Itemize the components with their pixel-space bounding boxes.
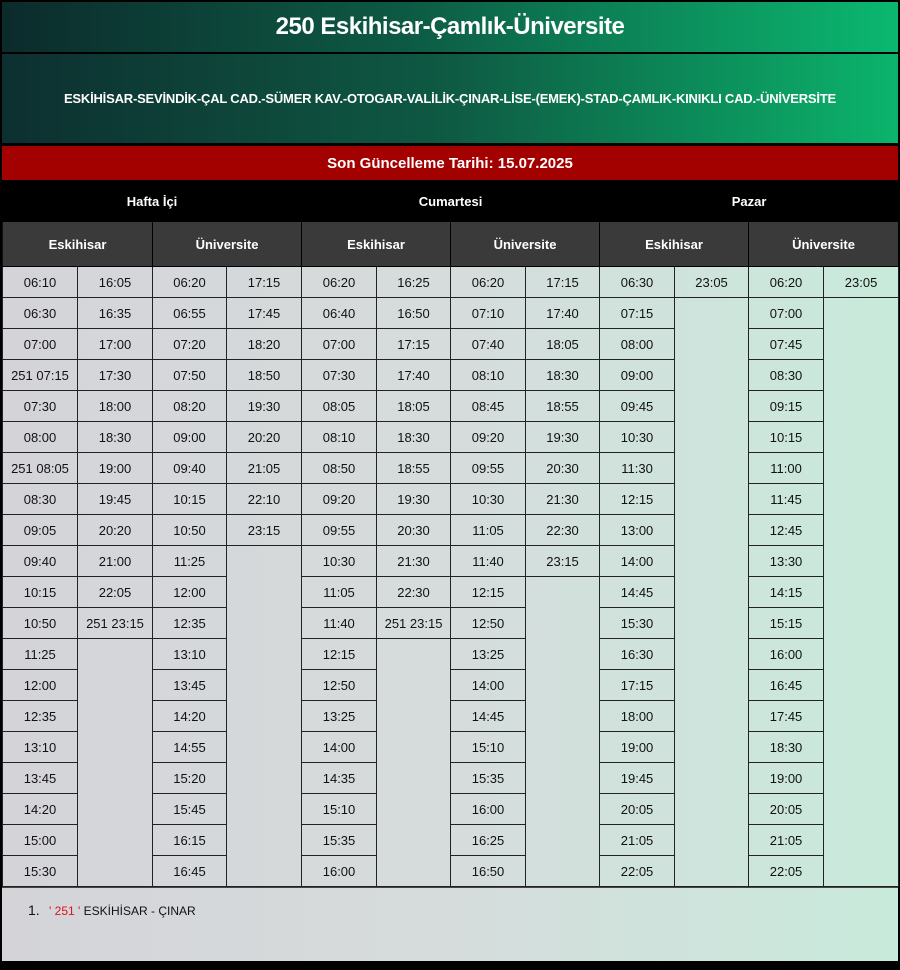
empty-cell — [227, 794, 302, 825]
footnote-number: 1. — [28, 902, 40, 918]
empty-cell — [227, 763, 302, 794]
departure-time: 07:45 — [749, 329, 824, 360]
empty-cell — [824, 484, 899, 515]
departure-time: 20:05 — [600, 794, 675, 825]
table-row — [3, 670, 899, 701]
empty-cell — [824, 515, 899, 546]
departure-time: 15:35 — [302, 825, 377, 856]
empty-cell — [377, 825, 451, 856]
departure-time: 09:05 — [3, 515, 78, 546]
departure-time: 09:40 — [153, 453, 227, 484]
departure-time: 17:45 — [227, 298, 302, 329]
departure-time: 14:15 — [749, 577, 824, 608]
departure-time: 08:50 — [302, 453, 377, 484]
empty-cell — [227, 856, 302, 887]
departure-time: 22:30 — [377, 577, 451, 608]
departure-time: 10:50 — [153, 515, 227, 546]
last-update-banner: Son Güncelleme Tarihi: 15.07.2025 — [2, 146, 898, 180]
departure-time: 17:30 — [78, 360, 153, 391]
departure-time: 16:25 — [377, 267, 451, 298]
timetable-page — [2, 2, 898, 966]
empty-cell — [78, 825, 153, 856]
departure-time: 07:00 — [302, 329, 377, 360]
departure-time: 20:30 — [526, 453, 600, 484]
departure-time: 12:45 — [749, 515, 824, 546]
departure-time: 16:25 — [451, 825, 526, 856]
table-row — [3, 422, 899, 453]
departure-time: 06:20 — [302, 267, 377, 298]
departure-time: 18:30 — [78, 422, 153, 453]
empty-cell — [526, 856, 600, 887]
departure-time: 09:20 — [302, 484, 377, 515]
departure-time: 12:15 — [302, 639, 377, 670]
departure-time: 12:00 — [3, 670, 78, 701]
departure-time: 09:45 — [600, 391, 675, 422]
departure-time: 18:30 — [377, 422, 451, 453]
departure-time: 14:00 — [600, 546, 675, 577]
departure-time: 18:55 — [526, 391, 600, 422]
empty-cell — [824, 329, 899, 360]
departure-time: 17:15 — [526, 267, 600, 298]
empty-cell — [526, 701, 600, 732]
departure-time: 13:30 — [749, 546, 824, 577]
table-row — [3, 360, 899, 391]
departure-time: 16:30 — [600, 639, 675, 670]
departure-time: 16:45 — [153, 856, 227, 887]
empty-cell — [675, 391, 749, 422]
departure-time: 17:40 — [377, 360, 451, 391]
departure-time: 13:45 — [153, 670, 227, 701]
departure-time: 13:10 — [3, 732, 78, 763]
table-row — [3, 298, 899, 329]
departure-time: 19:30 — [526, 422, 600, 453]
departure-time: 251 07:15 — [3, 360, 78, 391]
empty-cell — [824, 298, 899, 329]
table-row — [3, 484, 899, 515]
empty-cell — [675, 360, 749, 391]
table-row — [3, 639, 899, 670]
departure-time: 19:30 — [377, 484, 451, 515]
empty-cell — [377, 670, 451, 701]
footnote-route-code: ' 251 ' — [49, 904, 81, 918]
departure-time: 251 08:05 — [3, 453, 78, 484]
departure-time: 07:40 — [451, 329, 526, 360]
empty-cell — [675, 732, 749, 763]
departure-time: 08:30 — [3, 484, 78, 515]
empty-cell — [675, 484, 749, 515]
empty-cell — [227, 546, 302, 577]
table-row — [3, 546, 899, 577]
empty-cell — [526, 732, 600, 763]
empty-cell — [675, 794, 749, 825]
departure-time: 20:05 — [749, 794, 824, 825]
empty-cell — [526, 794, 600, 825]
departure-time: 17:00 — [78, 329, 153, 360]
departure-time: 21:30 — [377, 546, 451, 577]
departure-time: 22:05 — [749, 856, 824, 887]
table-row — [3, 825, 899, 856]
departure-time: 18:55 — [377, 453, 451, 484]
departure-time: 18:05 — [526, 329, 600, 360]
departure-time: 251 23:15 — [78, 608, 153, 639]
departure-time: 19:30 — [227, 391, 302, 422]
empty-cell — [675, 422, 749, 453]
departure-time: 19:00 — [78, 453, 153, 484]
departure-time: 07:15 — [600, 298, 675, 329]
departure-time: 07:00 — [749, 298, 824, 329]
departure-time: 13:10 — [153, 639, 227, 670]
departure-time: 15:10 — [302, 794, 377, 825]
departure-time: 12:50 — [302, 670, 377, 701]
departure-time: 22:05 — [600, 856, 675, 887]
route-description: ESKİHİSAR-SEVİNDİK-ÇAL CAD.-SÜMER KAV.-OTOGAR-VALİLİK-ÇINAR-LİSE-(EMEK)-STAD-ÇAMLIK-KINIKLI CAD.-ÜNİVERSİTE — [2, 53, 898, 143]
departure-time: 16:50 — [377, 298, 451, 329]
empty-cell — [78, 763, 153, 794]
departure-time: 09:00 — [600, 360, 675, 391]
departure-time: 14:20 — [153, 701, 227, 732]
empty-cell — [377, 639, 451, 670]
table-row — [3, 794, 899, 825]
empty-cell — [78, 794, 153, 825]
table-row — [3, 329, 899, 360]
departure-time: 08:05 — [302, 391, 377, 422]
departure-time: 23:05 — [675, 267, 749, 298]
departure-time: 10:15 — [153, 484, 227, 515]
departure-time: 10:15 — [3, 577, 78, 608]
departure-time: 07:20 — [153, 329, 227, 360]
empty-cell — [675, 546, 749, 577]
departure-time: 09:55 — [302, 515, 377, 546]
departure-time: 18:05 — [377, 391, 451, 422]
departure-time: 11:25 — [3, 639, 78, 670]
departure-time: 17:45 — [749, 701, 824, 732]
empty-cell — [824, 701, 899, 732]
table-row — [3, 856, 899, 887]
departure-time: 07:30 — [302, 360, 377, 391]
empty-cell — [675, 701, 749, 732]
departure-time: 10:30 — [302, 546, 377, 577]
day-header-weekday: Hafta İçi — [3, 181, 302, 222]
table-row — [3, 515, 899, 546]
departure-time: 20:30 — [377, 515, 451, 546]
empty-cell — [675, 608, 749, 639]
departure-time: 21:00 — [78, 546, 153, 577]
empty-cell — [526, 639, 600, 670]
departure-time: 08:10 — [302, 422, 377, 453]
empty-cell — [675, 763, 749, 794]
departure-time: 19:45 — [600, 763, 675, 794]
empty-cell — [675, 670, 749, 701]
departure-time: 13:45 — [3, 763, 78, 794]
empty-cell — [824, 391, 899, 422]
departure-time: 16:00 — [749, 639, 824, 670]
departure-time: 16:00 — [302, 856, 377, 887]
empty-cell — [377, 732, 451, 763]
empty-cell — [675, 329, 749, 360]
departure-time: 18:00 — [600, 701, 675, 732]
departure-time: 15:20 — [153, 763, 227, 794]
departure-time: 15:30 — [3, 856, 78, 887]
departure-time: 07:00 — [3, 329, 78, 360]
departure-time: 14:35 — [302, 763, 377, 794]
departure-time: 12:15 — [451, 577, 526, 608]
departure-time: 10:30 — [600, 422, 675, 453]
departure-time: 10:15 — [749, 422, 824, 453]
direction-header: Eskihisar — [3, 222, 153, 267]
departure-time: 22:05 — [78, 577, 153, 608]
departure-time: 12:35 — [3, 701, 78, 732]
departure-time: 23:15 — [526, 546, 600, 577]
departure-time: 16:50 — [451, 856, 526, 887]
departure-time: 14:45 — [600, 577, 675, 608]
departure-time: 251 23:15 — [377, 608, 451, 639]
departure-time: 20:20 — [227, 422, 302, 453]
departure-time: 06:20 — [153, 267, 227, 298]
empty-cell — [227, 670, 302, 701]
direction-header: Üniversite — [749, 222, 899, 267]
departure-time: 18:30 — [526, 360, 600, 391]
departure-time: 22:10 — [227, 484, 302, 515]
departure-time: 11:05 — [302, 577, 377, 608]
departure-time: 14:55 — [153, 732, 227, 763]
empty-cell — [526, 608, 600, 639]
direction-header: Üniversite — [451, 222, 600, 267]
departure-time: 21:30 — [526, 484, 600, 515]
departure-time: 06:40 — [302, 298, 377, 329]
empty-cell — [377, 763, 451, 794]
departure-time: 10:50 — [3, 608, 78, 639]
empty-cell — [78, 856, 153, 887]
empty-cell — [824, 360, 899, 391]
direction-header-row — [3, 222, 899, 267]
departure-time: 15:10 — [451, 732, 526, 763]
day-header-row — [3, 181, 899, 222]
departure-time: 16:00 — [451, 794, 526, 825]
departure-time: 23:05 — [824, 267, 899, 298]
empty-cell — [824, 422, 899, 453]
departure-time: 11:30 — [600, 453, 675, 484]
empty-cell — [675, 515, 749, 546]
direction-header: Üniversite — [153, 222, 302, 267]
footnote — [2, 887, 898, 961]
empty-cell — [78, 732, 153, 763]
empty-cell — [824, 856, 899, 887]
empty-cell — [78, 670, 153, 701]
departure-time: 08:00 — [3, 422, 78, 453]
table-row — [3, 701, 899, 732]
empty-cell — [377, 701, 451, 732]
departure-time: 19:00 — [600, 732, 675, 763]
departure-time: 11:25 — [153, 546, 227, 577]
empty-cell — [824, 794, 899, 825]
departure-time: 08:30 — [749, 360, 824, 391]
schedule-body — [3, 267, 899, 887]
departure-time: 20:20 — [78, 515, 153, 546]
departure-time: 11:40 — [302, 608, 377, 639]
footnote-text: ESKİHİSAR - ÇINAR — [83, 904, 196, 918]
empty-cell — [675, 453, 749, 484]
empty-cell — [675, 577, 749, 608]
empty-cell — [78, 639, 153, 670]
departure-time: 16:15 — [153, 825, 227, 856]
table-row — [3, 267, 899, 298]
departure-time: 12:50 — [451, 608, 526, 639]
departure-time: 15:30 — [600, 608, 675, 639]
departure-time: 15:45 — [153, 794, 227, 825]
empty-cell — [824, 453, 899, 484]
empty-cell — [526, 825, 600, 856]
departure-time: 10:30 — [451, 484, 526, 515]
departure-time: 15:15 — [749, 608, 824, 639]
day-header-sunday: Pazar — [600, 181, 899, 222]
departure-time: 09:40 — [3, 546, 78, 577]
empty-cell — [824, 639, 899, 670]
page-title: 250 Eskihisar-Çamlık-Üniversite — [2, 2, 898, 53]
departure-time: 06:20 — [749, 267, 824, 298]
departure-time: 22:30 — [526, 515, 600, 546]
departure-time: 07:10 — [451, 298, 526, 329]
departure-time: 08:00 — [600, 329, 675, 360]
empty-cell — [526, 670, 600, 701]
departure-time: 11:40 — [451, 546, 526, 577]
departure-time: 09:00 — [153, 422, 227, 453]
departure-time: 13:25 — [302, 701, 377, 732]
departure-time: 12:00 — [153, 577, 227, 608]
departure-time: 21:05 — [749, 825, 824, 856]
empty-cell — [675, 825, 749, 856]
empty-cell — [377, 856, 451, 887]
empty-cell — [78, 701, 153, 732]
empty-cell — [526, 577, 600, 608]
departure-time: 17:15 — [227, 267, 302, 298]
departure-time: 16:35 — [78, 298, 153, 329]
departure-time: 11:45 — [749, 484, 824, 515]
departure-time: 12:35 — [153, 608, 227, 639]
empty-cell — [824, 825, 899, 856]
empty-cell — [675, 298, 749, 329]
empty-cell — [824, 763, 899, 794]
departure-time: 08:10 — [451, 360, 526, 391]
departure-time: 17:15 — [600, 670, 675, 701]
empty-cell — [526, 763, 600, 794]
departure-time: 21:05 — [600, 825, 675, 856]
departure-time: 07:50 — [153, 360, 227, 391]
empty-cell — [227, 825, 302, 856]
departure-time: 19:45 — [78, 484, 153, 515]
empty-cell — [824, 670, 899, 701]
departure-time: 18:50 — [227, 360, 302, 391]
departure-time: 08:20 — [153, 391, 227, 422]
empty-cell — [824, 546, 899, 577]
departure-time: 19:00 — [749, 763, 824, 794]
empty-cell — [824, 732, 899, 763]
table-row — [3, 453, 899, 484]
direction-header: Eskihisar — [302, 222, 451, 267]
departure-time: 11:05 — [451, 515, 526, 546]
departure-time: 06:55 — [153, 298, 227, 329]
empty-cell — [824, 577, 899, 608]
empty-cell — [675, 856, 749, 887]
departure-time: 13:00 — [600, 515, 675, 546]
departure-time: 06:30 — [3, 298, 78, 329]
departure-time: 14:45 — [451, 701, 526, 732]
empty-cell — [227, 608, 302, 639]
departure-time: 17:40 — [526, 298, 600, 329]
departure-time: 08:45 — [451, 391, 526, 422]
day-header-saturday: Cumartesi — [302, 181, 600, 222]
departure-time: 07:30 — [3, 391, 78, 422]
empty-cell — [824, 608, 899, 639]
table-row — [3, 577, 899, 608]
empty-cell — [227, 732, 302, 763]
departure-time: 14:20 — [3, 794, 78, 825]
departure-time: 21:05 — [227, 453, 302, 484]
table-row — [3, 608, 899, 639]
departure-time: 18:30 — [749, 732, 824, 763]
departure-time: 06:20 — [451, 267, 526, 298]
departure-time: 06:30 — [600, 267, 675, 298]
departure-time: 14:00 — [451, 670, 526, 701]
departure-time: 09:55 — [451, 453, 526, 484]
empty-cell — [377, 794, 451, 825]
departure-time: 18:00 — [78, 391, 153, 422]
table-row — [3, 763, 899, 794]
table-row — [3, 732, 899, 763]
departure-time: 09:20 — [451, 422, 526, 453]
departure-time: 06:10 — [3, 267, 78, 298]
schedule-table — [2, 180, 899, 887]
departure-time: 12:15 — [600, 484, 675, 515]
direction-header: Eskihisar — [600, 222, 749, 267]
departure-time: 17:15 — [377, 329, 451, 360]
departure-time: 09:15 — [749, 391, 824, 422]
departure-time: 15:00 — [3, 825, 78, 856]
departure-time: 18:20 — [227, 329, 302, 360]
departure-time: 23:15 — [227, 515, 302, 546]
empty-cell — [227, 577, 302, 608]
empty-cell — [675, 639, 749, 670]
departure-time: 16:05 — [78, 267, 153, 298]
departure-time: 13:25 — [451, 639, 526, 670]
departure-time: 16:45 — [749, 670, 824, 701]
empty-cell — [227, 701, 302, 732]
departure-time: 15:35 — [451, 763, 526, 794]
table-row — [3, 391, 899, 422]
empty-cell — [227, 639, 302, 670]
departure-time: 14:00 — [302, 732, 377, 763]
departure-time: 11:00 — [749, 453, 824, 484]
